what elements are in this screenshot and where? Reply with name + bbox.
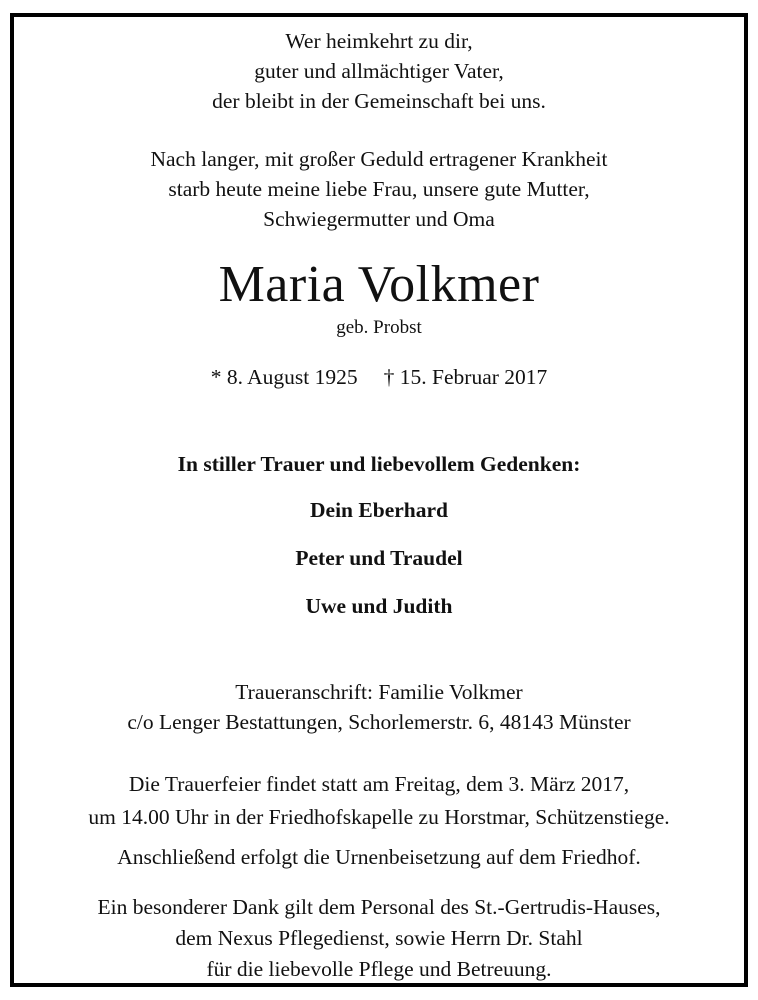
address-line-1: Traueranschrift: Familie Volkmer xyxy=(235,680,523,704)
thanks-line-2: dem Nexus Pflegedienst, sowie Herrn Dr. Stahl xyxy=(175,926,583,950)
announcement-line-3: Schwiegermutter und Oma xyxy=(263,207,495,231)
verse-line-3: der bleibt in der Gemeinschaft bei uns. xyxy=(212,89,546,113)
mourner-3: Uwe und Judith xyxy=(305,594,453,618)
service-line-3: Anschließend erfolgt die Urnenbeisetzung auf dem Friedhof. xyxy=(117,845,641,869)
verse-line-1: Wer heimkehrt zu dir, xyxy=(285,29,473,53)
announcement-line-2: starb heute meine liebe Frau, unsere gute Mutter, xyxy=(168,177,590,201)
mourners-heading: In stiller Trauer und liebevollem Gedenken: xyxy=(177,452,581,476)
verse-line-2: guter und allmächtiger Vater, xyxy=(254,59,504,83)
thanks-line-3: für die liebevolle Pflege und Betreuung. xyxy=(206,957,552,981)
death-date: † 15. Februar 2017 xyxy=(383,365,548,389)
deceased-name: Maria Volkmer xyxy=(218,256,540,313)
service-line-2: um 14.00 Uhr in der Friedhofskapelle zu Horstmar, Schützenstiege. xyxy=(88,805,670,829)
maiden-name: geb. Probst xyxy=(336,317,422,338)
service-line-1: Die Trauerfeier findet statt am Freitag, dem 3. März 2017, xyxy=(128,772,630,796)
birth-date: * 8. August 1925 xyxy=(210,365,358,389)
mourner-1: Dein Eberhard xyxy=(310,498,448,522)
mourner-2: Peter und Traudel xyxy=(295,546,463,570)
thanks-line-1: Ein besonderer Dank gilt dem Personal des St.-Gertrudis-Hauses, xyxy=(97,895,661,919)
life-dates xyxy=(0,363,758,391)
address-line-2: c/o Lenger Bestattungen, Schorlemerstr. 6, 48143 Münster xyxy=(127,710,631,734)
announcement-line-1: Nach langer, mit großer Geduld ertragener Krankheit xyxy=(150,147,608,171)
